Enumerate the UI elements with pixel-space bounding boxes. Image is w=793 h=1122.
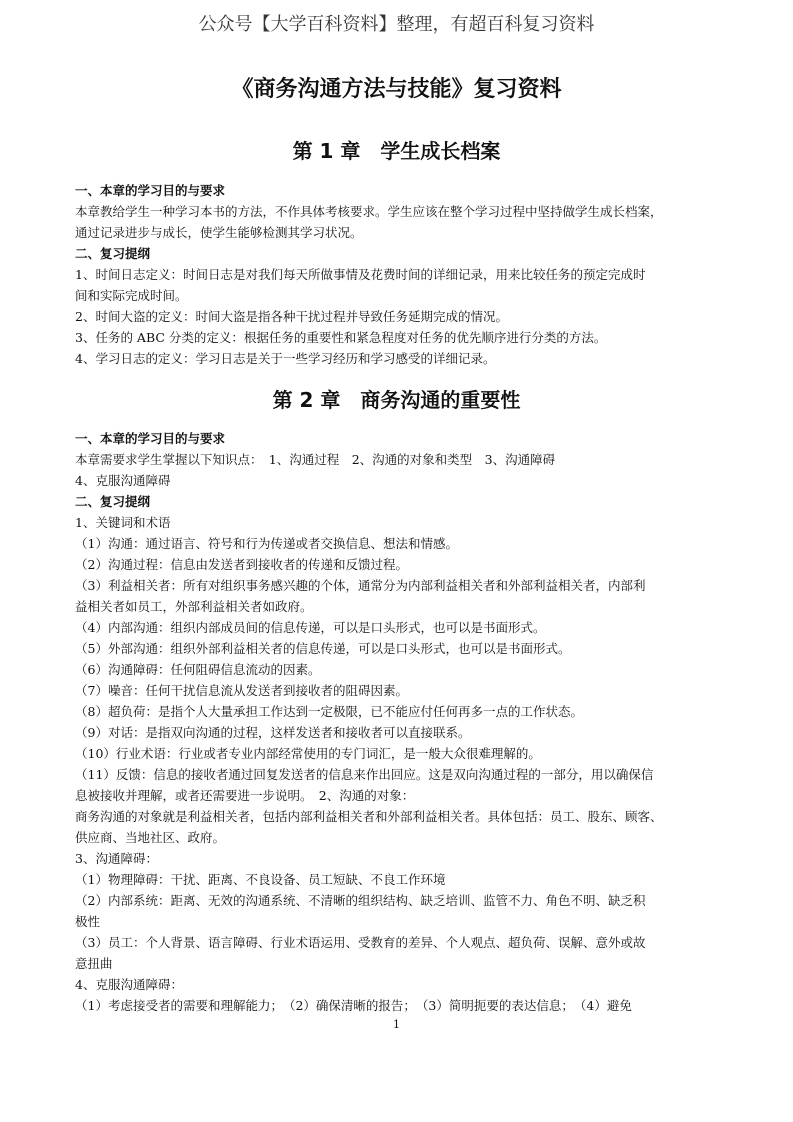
ch2-paragraph: 本章需要求学生掌握以下知识点： 1、沟通过程 2、沟通的对象和类型 3、沟通障碍 [75, 452, 556, 467]
term-item: （2）沟通过程：信息由发送者到接收者的传递和反馈过程。 [75, 557, 408, 572]
term-item: （10）行业术语：行业或者专业内部经常使用的专门词汇，是一般大众很难理解的。 [75, 746, 541, 761]
overcome-item: （1）考虑接受者的需要和理解能力； （2）确保清晰的报告； （3）简明扼要的表达信息； （4）避免 [75, 998, 632, 1013]
term-item: （11）反馈：信息的接收者通过回复发送者的信息来作出回应。这是双向沟通过程的一部分，用以确保信 [75, 767, 654, 782]
term-item: 息被接收并理解，或者还需要进一步说明。 2、沟通的对象： [75, 788, 415, 803]
ch1-paragraph: 通过记录进步与成长，使学生能够检测其学习状况。 [75, 225, 363, 240]
ch1-outline-item: 2、时间大盗的定义：时间大盗是指各种干扰过程并导致任务延期完成的情况。 [75, 309, 508, 324]
barrier-item: 意扭曲 [75, 956, 113, 971]
ch2-heading-objectives: 一、本章的学习目的与要求 [75, 431, 226, 446]
ch1-heading-objectives: 一、本章的学习目的与要求 [75, 183, 226, 198]
ch2-subheading: 3、沟通障碍： [75, 851, 158, 866]
document-title: 《商务沟通方法与技能》复习资料 [231, 77, 562, 102]
audience-paragraph: 商务沟通的对象就是利益相关者，包括内部利益相关者和外部利益相关者。具体包括：员工、股东、顾客、 [75, 809, 663, 824]
ch2-subheading: 4、克服沟通障碍： [75, 977, 183, 992]
term-item: （5）外部沟通：组织外部利益相关者的信息传递，可以是口头形式，也可以是书面形式。 [75, 641, 571, 656]
page-header: 公众号【大学百科资料】整理，有超百科复习资料 [198, 14, 595, 35]
audience-paragraph: 供应商、当地社区、政府。 [75, 830, 226, 845]
ch1-heading-outline: 二、复习提纲 [75, 246, 151, 261]
ch1-outline-item: 3、任务的 ABC 分类的定义：根据任务的重要性和紧急程度对任务的优先顺序进行分类的方法。 [75, 330, 607, 345]
barrier-item: （2）内部系统：距离、无效的沟通系统、不清晰的组织结构、缺乏培训、监管不力、角色不明、缺乏积 [75, 893, 646, 908]
barrier-item: 极性 [75, 914, 101, 929]
barrier-item: （3）员工：个人背景、语言障碍、行业术语运用、受教育的差异、个人观点、超负荷、误解、意外或故 [75, 935, 646, 950]
term-item: （1）沟通：通过语言、符号和行为传递或者交换信息、想法和情感。 [75, 536, 458, 551]
ch1-outline-item: 4、学习日志的定义：学习日志是关于一些学习经历和学习感受的详细记录。 [75, 351, 496, 366]
ch2-heading-outline: 二、复习提纲 [75, 494, 151, 509]
term-item: （8）超负荷：是指个人大量承担工作达到一定极限，已不能应付任何再多一点的工作状态。 [75, 704, 583, 719]
ch1-outline-item: 1、时间日志定义：时间日志是对我们每天所做事情及花费时间的详细记录，用来比较任务的预定完成时 [75, 267, 646, 282]
ch2-subheading: 1、关键词和术语 [75, 515, 171, 530]
chapter-1-body [75, 180, 725, 369]
term-item: （7）噪音：任何干扰信息流从发送者到接收者的阻碍因素。 [75, 683, 408, 698]
term-item: （3）利益相关者：所有对组织事务感兴趣的个体，通常分为内部利益相关者和外部利益相关者，内部利 [75, 578, 646, 593]
page-number: 1 [393, 1018, 400, 1031]
chapter-2-body [75, 428, 725, 1016]
ch1-outline-item: 间和实际完成时间。 [75, 288, 188, 303]
term-item: 益相关者如员工，外部利益相关者如政府。 [75, 599, 313, 614]
term-item: （9）对话：是指双向沟通的过程，这样发送者和接收者可以直接联系。 [75, 725, 471, 740]
chapter-2-title: 第 2 章 商务沟通的重要性 [272, 388, 521, 412]
ch2-paragraph: 4、克服沟通障碍 [75, 473, 171, 488]
ch1-paragraph: 本章教给学生一种学习本书的方法，不作具体考核要求。学生应该在整个学习过程中坚持做学生成长档案， [75, 204, 663, 219]
term-item: （6）沟通障碍：任何阻碍信息流动的因素。 [75, 662, 321, 677]
chapter-1-title: 第 1 章 学生成长档案 [292, 139, 501, 163]
barrier-item: （1）物理障碍：干扰、距离、不良设备、员工短缺、不良工作环境 [75, 872, 446, 887]
term-item: （4）内部沟通：组织内部成员间的信息传递，可以是口头形式，也可以是书面形式。 [75, 620, 546, 635]
